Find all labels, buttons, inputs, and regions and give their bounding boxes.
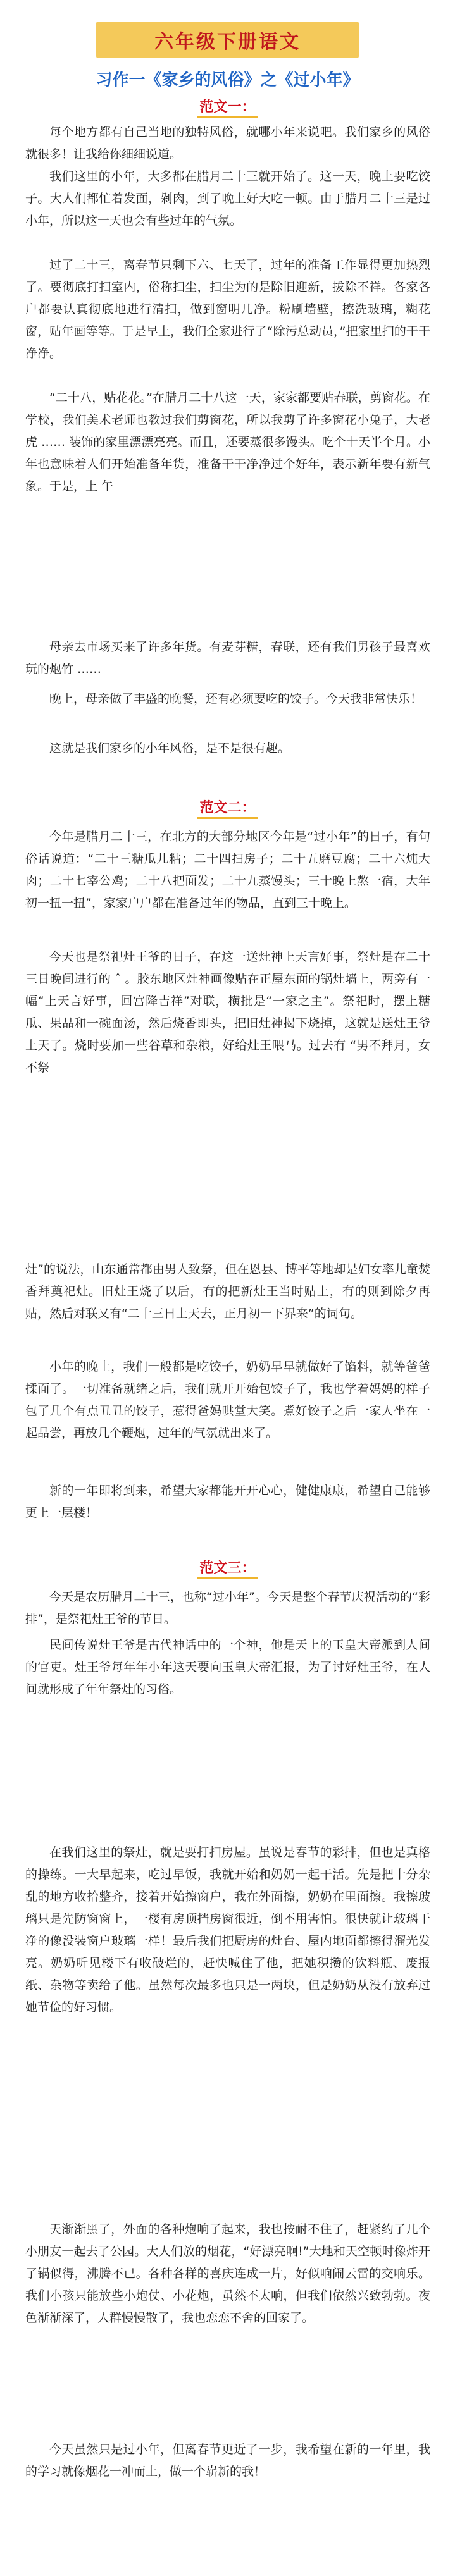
sample-3-paragraph: 在我们这里的祭灶，就是要打扫房屋。虽说是春节的彩排，但也是真格的操练。一大早起来，吃过早饭，我就开始和奶奶一起干活。先是把十分杂乱的地方收拾整齐，接着开始擦窗户，我在外面擦，奶奶在里面擦。我擦玻璃只是先防窗窗上，一楼有房顶挡房窗很近，倒不用害怕。很快就让玻璃干净的像没装窗户玻璃一样！最后我们把厨房的灶台、屋内地面都擦得溜光发亮。奶奶听见楼下有收破烂的，赶快喊住了他，把她积攒的饮料瓶、废报纸、杂物等卖给了他。虽然每次最多也只是一两块，但是奶奶从没有放弃过她节俭的好习惯。 <box>25 1846 430 2014</box>
sample-1-paragraph: 母亲去市场买来了许多年货。有麦芽糖，春联，还有我们男孩子最喜欢玩的炮竹 …… <box>25 640 430 676</box>
sample-2-label-text: 范文二： <box>197 800 258 819</box>
sample-1-paragraph: 过了二十三，离春节只剩下六、七天了，过年的准备工作显得更加热烈了。要彻底打扫室内，俗称扫尘，扫尘为的是除旧迎新，拔除不祥。各家各户都要认真彻底地进行清扫，做到窗明几净。粉刷墙壁，擦洗玻璃，糊花窗，贴年画等等。于是早上，我们全家进行了“除污总动员，”把家里扫的干干净净。 <box>25 258 430 361</box>
title-banner <box>96 22 359 58</box>
sample-3-label <box>0 1557 455 1577</box>
sample-2-paragraph: 小年的晚上，我们一般都是吃饺子，奶奶早早就做好了馅料，就等爸爸揉面了。一切准备就绪之后，我们就开开始包饺子了，我也学着妈妈的样子包了几个有点丑丑的饺子，惹得爸妈哄堂大笑。煮好饺子之后一家人坐在一起品尝，再放几个鞭炮，过年的气氛就出来了。 <box>25 1360 430 1440</box>
sample-1-paragraph: 这就是我们家乡的小年风俗，是不是很有趣。 <box>49 741 290 755</box>
page-title: 六年级下册语文 <box>154 31 301 53</box>
sample-3-paragraph: 天渐渐黑了，外面的各种炮响了起来，我也按耐不住了，赶紧约了几个小朋友一起去了公园。大人们放的烟花，“好漂亮啊!”大地和天空顿时像炸开了锅似得，沸腾不已。各种各样的喜庆连成一片，好似响闹云雷的交响乐。我们小孩只能放些小炮仗、小花炮，虽然不太响，但我们依然兴致勃勃。夜色渐渐深了，人群慢慢散了，我也恋恋不舍的回家了。 <box>25 2222 430 2325</box>
page-subtitle: 习作一《家乡的风俗》之《过小年》 <box>96 71 359 90</box>
sample-3-label-text: 范文三： <box>197 1560 258 1579</box>
sample-1-label <box>0 96 455 116</box>
sample-2-paragraph: 新的一年即将到来，希望大家都能开开心心，健健康康，希望自己能够更上一层楼！ <box>25 1484 430 1520</box>
sample-2-paragraph: 今天也是祭祀灶王爷的日子，在这一送灶神上天言好事，祭灶是在二十三日晚间进行的 ˆ 。胶东地区灶神画像贴在正屋东面的锅灶墙上，两旁有一幅“上天言好事，回宫降吉祥”对联，横批是“一家之主”。祭祀时，摆上糖瓜、果品和一碗面汤，然后烧香即头，把旧灶神揭下烧掉，这就是送灶王爷上天了。烧时要加一些谷草和杂粮，好给灶王喂马。过去有 “男不拜月，女不祭 <box>25 950 430 1075</box>
sample-2-label <box>0 797 455 817</box>
sample-1-paragraph: “二十八，贴花花。”在腊月二十八这一天，家家都要贴春联，剪窗花。在学校，我们美术老师也教过我们剪窗花，所以我剪了许多窗花小兔子，大老虎 …… 装饰的家里漂漂亮亮。而且，还要蒸很多馒头。吃个十天半个月。小年也意味着人们开始准备年货，准备干干净净过个好年，表示新年要有新气象。于是，上 午 <box>25 391 430 493</box>
sample-3-paragraph: 今天是农历腊月二十三，也称“过小年”。今天是整个春节庆祝活动的“彩排”，是祭祀灶王爷的节日。 <box>25 1590 430 1626</box>
sample-2-paragraph: 灶”的说法，山东通常都由男人致祭，但在恩县、博平等地却是妇女率儿童焚香拜奠祀灶。旧灶王烧了以后，有的把新灶王当时贴上，有的则到除夕再贴，然后对联又有“二十三日上天去，正月初一下界来”的词句。 <box>25 1262 430 1321</box>
sample-1-paragraph: 晚上，母亲做了丰盛的晚餐，还有必须要吃的饺子。今天我非常快乐！ <box>49 692 423 706</box>
sample-1-label-text: 范文一： <box>197 99 258 118</box>
sample-1-paragraph: 每个地方都有自己当地的独特风俗，就哪小年来说吧。我们家乡的风俗就很多！让我给你细细说道。 <box>25 125 430 161</box>
sample-3-paragraph: 今天虽然只是过小年，但离春节更近了一步，我希望在新的一年里，我的学习就像烟花一冲而上，做一个崭新的我！ <box>25 2443 430 2479</box>
sample-1-paragraph: 我们这里的小年，大多都在腊月二十三就开始了。这一天，晚上要吃饺子。大人们都忙着发面，剁肉，到了晚上好大吃一顿。由于腊月二十三是过小年，所以这一天也会有些过年的气氛。 <box>25 169 430 228</box>
sample-2-paragraph: 今年是腊月二十三，在北方的大部分地区今年是“过小年”的日子，有句俗话说道：“二十三糖瓜儿粘；二十四扫房子；二十五磨豆腐；二十六炖大肉；二十七宰公鸡；二十八把面发；二十九蒸馒头；三十晚上熬一宿，大年初一扭一扭”，家家户户都在准备过年的物品，直到三十晚上。 <box>25 830 430 910</box>
sample-3-paragraph: 民间传说灶王爷是古代神话中的一个神，他是天上的玉皇大帝派到人间的官吏。灶王爷每年年小年这天要向玉皇大帝汇报，为了讨好灶王爷，在人间就形成了年年祭灶的习俗。 <box>25 1638 430 1696</box>
